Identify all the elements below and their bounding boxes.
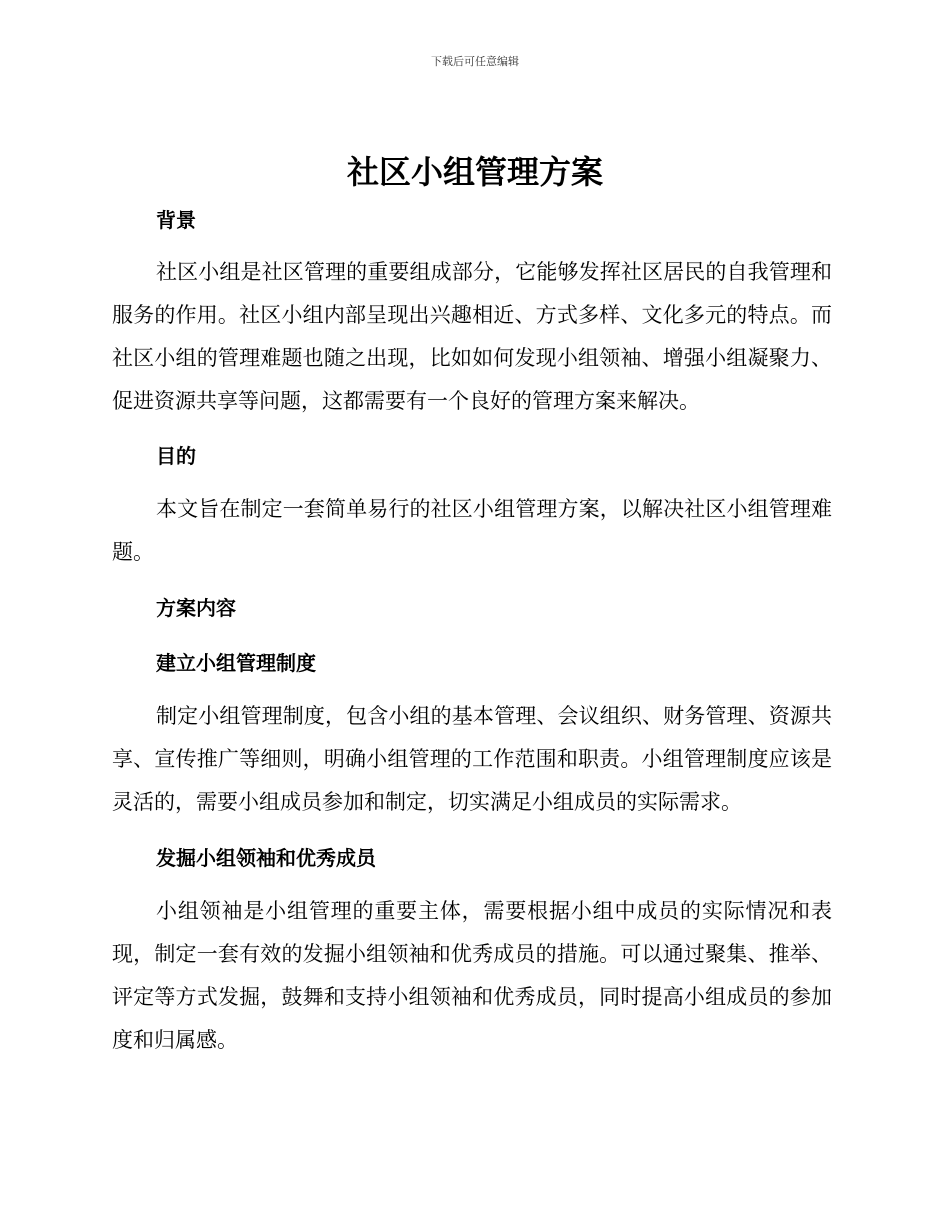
paragraph-purpose: 本文旨在制定一套简单易行的社区小组管理方案，以解决社区小组管理难题。 — [112, 497, 832, 564]
paragraph-leaders: 小组领袖是小组管理的重要主体，需要根据小组中成员的实际情况和表现，制定一套有效的发掘小组领袖和优秀成员的措施。可以通过聚集、推举、评定等方式发掘，鼓舞和支持小组领袖和优秀成员，同时提高小组成员的参加度和归属感。 — [112, 899, 832, 1052]
section-heading-content: 方案内容 — [156, 596, 236, 620]
document-title: 社区小组管理方案 — [346, 153, 603, 191]
section-heading-leaders: 发掘小组领袖和优秀成员 — [156, 846, 376, 870]
section-heading-system: 建立小组管理制度 — [156, 651, 316, 675]
section-heading-background: 背景 — [156, 208, 196, 232]
paragraph-system: 制定小组管理制度，包含小组的基本管理、会议组织、财务管理、资源共享、宣传推广等细则，明确小组管理的工作范围和职责。小组管理制度应该是灵活的，需要小组成员参加和制定，切实满足小组成员的实际需求。 — [112, 704, 832, 814]
paragraph-background: 社区小组是社区管理的重要组成部分，它能够发挥社区居民的自我管理和服务的作用。社区小组内部呈现出兴趣相近、方式多样、文化多元的特点。而社区小组的管理难题也随之出现，比如如何发现小组领袖、增强小组凝聚力、促进资源共享等问题，这都需要有一个良好的管理方案来解决。 — [112, 260, 832, 413]
header-note: 下载后可任意编辑 — [431, 55, 519, 68]
section-heading-purpose: 目的 — [156, 444, 196, 468]
